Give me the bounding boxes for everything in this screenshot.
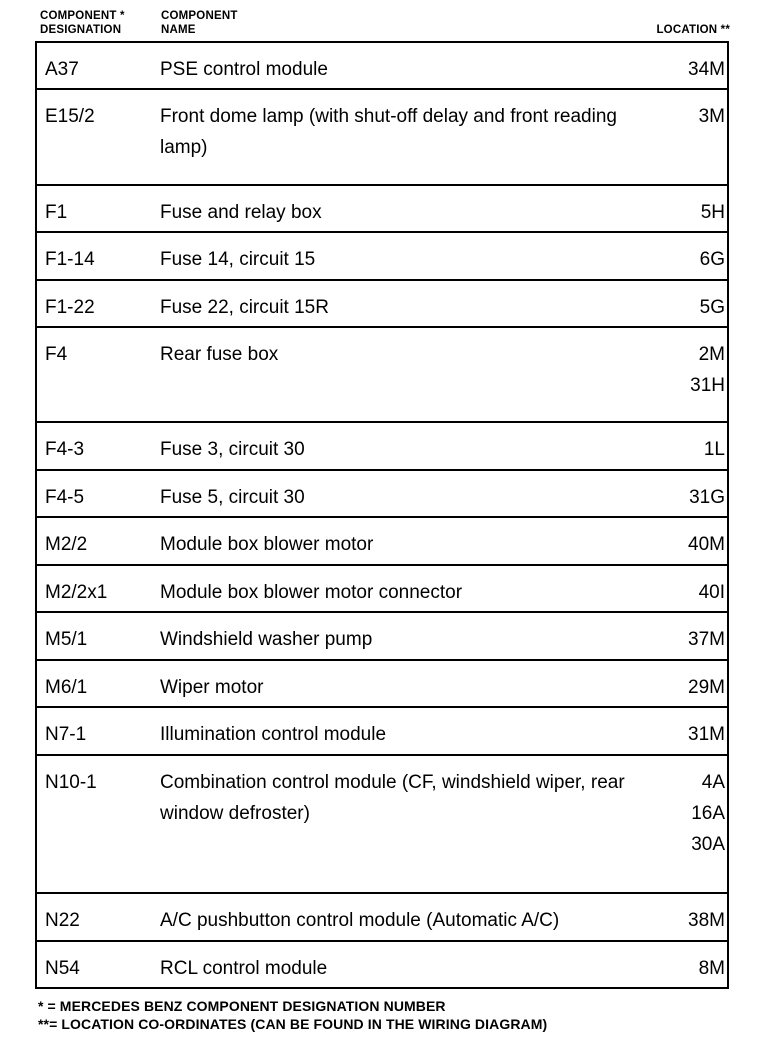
component-location	[688, 719, 725, 750]
component-name: Fuse 22, circuit 15R	[160, 297, 329, 318]
component-location	[699, 101, 725, 132]
component-location	[690, 339, 725, 401]
component-name: Fuse 14, circuit 15	[160, 249, 316, 270]
location-coordinate: 8M	[698, 958, 725, 979]
location-coordinate: 5G	[699, 297, 725, 318]
component-location	[688, 54, 725, 85]
component-name: Combination control module (CF, windshield wiper, rear window defroster)	[160, 772, 625, 824]
component-designation: N7-1	[45, 724, 87, 745]
location-column-header: LOCATION **	[656, 24, 730, 36]
component-location	[699, 953, 725, 984]
location-coordinate: 31M	[688, 724, 725, 745]
component-name: A/C pushbutton control module (Automatic A/C)	[160, 910, 560, 931]
table-row	[37, 518, 727, 566]
component-name: Illumination control module	[160, 724, 387, 745]
component-designation: E15/2	[45, 106, 95, 127]
table-row	[37, 708, 727, 756]
component-location	[691, 767, 725, 860]
component-table	[35, 41, 729, 989]
designation-column-header	[40, 9, 125, 37]
location-coordinate: 5H	[700, 202, 725, 223]
component-designation: N10-1	[45, 772, 97, 793]
designation-header-line1: COMPONENT *	[40, 10, 125, 22]
table-row	[37, 423, 727, 471]
table-row	[37, 566, 727, 613]
component-name: Wiper motor	[160, 677, 264, 698]
table-row	[37, 942, 727, 989]
location-coordinate: 40I	[698, 582, 725, 603]
table-row	[37, 90, 727, 186]
component-designation: M5/1	[45, 629, 88, 650]
component-location	[700, 292, 725, 323]
location-coordinate: 31G	[689, 487, 725, 508]
component-designation: F4-3	[45, 439, 85, 460]
location-coordinate: 1L	[703, 439, 725, 460]
location-coordinate: 34M	[688, 59, 725, 80]
component-designation: F4	[45, 344, 68, 365]
location-coordinate: 4A	[701, 772, 725, 793]
location-coordinate: 31H	[690, 375, 725, 396]
component-name: Module box blower motor	[160, 534, 374, 555]
table-row	[37, 233, 727, 281]
table-row	[37, 894, 727, 942]
component-name: Fuse 3, circuit 30	[160, 439, 305, 460]
component-location	[700, 244, 725, 275]
component-name: Fuse and relay box	[160, 202, 322, 223]
location-coordinate: 38M	[688, 910, 725, 931]
location-coordinate: 3M	[698, 106, 725, 127]
component-location	[701, 197, 725, 228]
table-row	[37, 471, 727, 518]
component-designation: M2/2	[45, 534, 88, 555]
table-row	[37, 613, 727, 661]
component-name: Fuse 5, circuit 30	[160, 487, 305, 508]
component-location	[688, 624, 725, 655]
component-location	[704, 434, 725, 465]
table-row	[37, 186, 727, 233]
name-header-line2: NAME	[161, 24, 196, 36]
component-location	[689, 482, 725, 513]
table-row	[37, 43, 727, 90]
name-column-header	[161, 9, 238, 37]
table-row	[37, 756, 727, 894]
component-designation: F1	[45, 202, 68, 223]
component-designation: A37	[45, 59, 79, 80]
component-name: Rear fuse box	[160, 344, 279, 365]
component-designation: N54	[45, 958, 80, 979]
name-header-line1: COMPONENT	[161, 10, 238, 22]
location-coordinate: 2M	[698, 344, 725, 365]
table-row	[37, 328, 727, 423]
component-name: RCL control module	[160, 958, 328, 979]
footnote-location: **= LOCATION CO-ORDINATES (CAN BE FOUND IN THE WIRING DIAGRAM)	[38, 1016, 548, 1032]
component-designation: F4-5	[45, 487, 85, 508]
location-coordinate: 29M	[688, 677, 725, 698]
location-coordinate: 40M	[688, 534, 725, 555]
component-location	[688, 529, 725, 560]
component-location	[688, 905, 725, 936]
component-name: Windshield washer pump	[160, 629, 373, 650]
footnote-designation: * = MERCEDES BENZ COMPONENT DESIGNATION NUMBER	[38, 998, 446, 1014]
component-designation: M6/1	[45, 677, 88, 698]
component-location	[699, 577, 725, 608]
component-location	[688, 672, 725, 703]
table-row	[37, 281, 727, 328]
location-coordinate: 16A	[691, 803, 725, 824]
component-designation: F1-14	[45, 249, 95, 270]
component-name: Front dome lamp (with shut-off delay and front reading lamp)	[160, 106, 617, 158]
location-coordinate: 30A	[691, 834, 725, 855]
component-designation: N22	[45, 910, 80, 931]
component-designation: M2/2x1	[45, 582, 108, 603]
component-name: Module box blower motor connector	[160, 582, 463, 603]
component-designation: F1-22	[45, 297, 95, 318]
location-coordinate: 37M	[688, 629, 725, 650]
designation-header-line2: DESIGNATION	[40, 24, 122, 36]
component-name: PSE control module	[160, 59, 328, 80]
table-row	[37, 661, 727, 708]
location-coordinate: 6G	[699, 249, 725, 270]
